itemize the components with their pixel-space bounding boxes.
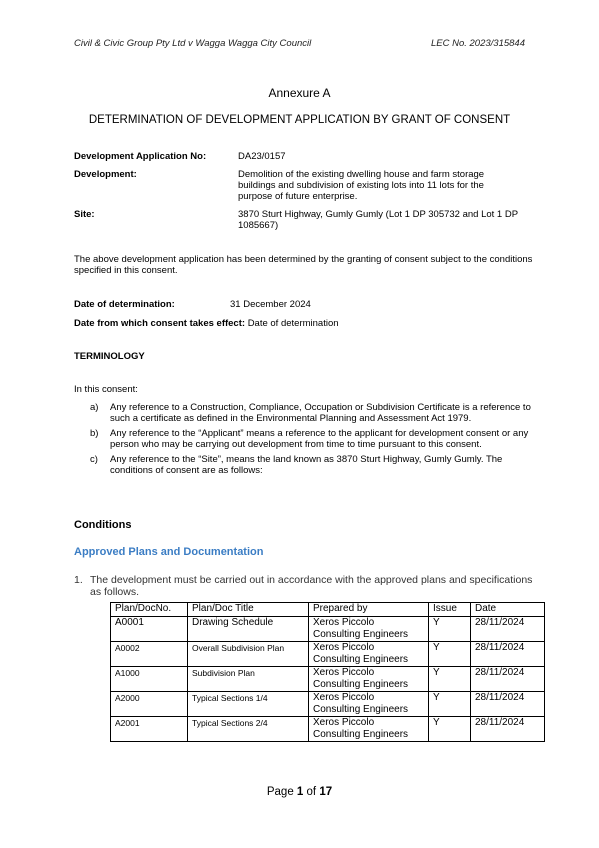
condition-number: 1. bbox=[74, 574, 83, 586]
table-row bbox=[111, 617, 545, 642]
column-header: Plan/Doc Title bbox=[188, 603, 309, 617]
plan-doc-no: A1000 bbox=[111, 667, 188, 692]
condition-1 bbox=[74, 574, 534, 598]
column-header: Issue bbox=[429, 603, 471, 617]
terminology-intro: In this consent: bbox=[74, 384, 138, 395]
prepared-by: Xeros Piccolo Consulting Engineers bbox=[309, 692, 429, 717]
section-heading: Approved Plans and Documentation bbox=[74, 546, 264, 558]
item-text: Any reference to a Construction, Compliance, Occupation or Subdivision Certificate is a reference to such a certificate as defined in the Environmental Planning and Assessment Act 1979. bbox=[110, 402, 531, 424]
issue: Y bbox=[429, 717, 471, 742]
site-label: Site: bbox=[74, 209, 95, 220]
date: 28/11/2024 bbox=[471, 642, 545, 667]
item-marker: a) bbox=[90, 402, 99, 413]
table-row bbox=[111, 642, 545, 667]
prepared-by: Xeros Piccolo Consulting Engineers bbox=[309, 667, 429, 692]
date: 28/11/2024 bbox=[471, 692, 545, 717]
development-label: Development: bbox=[74, 169, 137, 180]
terminology-item bbox=[74, 428, 534, 450]
terminology-heading: TERMINOLOGY bbox=[74, 351, 145, 362]
plan-doc-title: Subdivision Plan bbox=[188, 667, 309, 692]
column-header: Date bbox=[471, 603, 545, 617]
item-marker: c) bbox=[90, 454, 98, 465]
consent-effect-value: Date of determination bbox=[247, 318, 339, 329]
prepared-by: Xeros Piccolo Consulting Engineers bbox=[309, 642, 429, 667]
item-text: Any reference to the “Applicant” means a reference to the applicant for development consent or any person who may be carrying out development from time to time pursuant to this consent. bbox=[110, 428, 529, 450]
determination-date-value: 31 December 2024 bbox=[230, 299, 311, 310]
page-total: 17 bbox=[319, 786, 333, 798]
item-marker: b) bbox=[90, 428, 99, 439]
header-case-name: Civil & Civic Group Pty Ltd v Wagga Wagga City Council bbox=[74, 38, 312, 49]
header-case-number: LEC No. 2023/315844 bbox=[430, 38, 525, 49]
determination-paragraph: The above development application has been determined by the granting of consent subject to the conditions specified in this consent. bbox=[74, 254, 533, 276]
plan-doc-no: A2001 bbox=[111, 717, 188, 742]
page-number: 1 bbox=[296, 786, 304, 798]
plan-doc-title: Typical Sections 1/4 bbox=[188, 692, 309, 717]
table-row bbox=[111, 717, 545, 742]
plan-doc-no: A2000 bbox=[111, 692, 188, 717]
condition-text: The development must be carried out in accordance with the approved plans and specifications as follows. bbox=[90, 574, 533, 598]
annexure-heading: Annexure A bbox=[268, 86, 331, 100]
page-word: Page bbox=[266, 786, 294, 798]
page-footer bbox=[0, 786, 599, 798]
consent-effect-line bbox=[74, 318, 339, 329]
issue: Y bbox=[429, 692, 471, 717]
prepared-by: Xeros Piccolo Consulting Engineers bbox=[309, 717, 429, 742]
development-value: Demolition of the existing dwelling house and farm storage buildings and subdivision of existing lots into 11 lots for the purpose of future enterprise. bbox=[238, 169, 485, 202]
date: 28/11/2024 bbox=[471, 617, 545, 642]
column-header: Plan/DocNo. bbox=[111, 603, 188, 617]
terminology-item bbox=[74, 402, 534, 424]
item-text: Any reference to the “Site”, means the land known as 3870 Sturt Highway, Gumly Gumly. The conditions of consent are as follows: bbox=[110, 454, 503, 476]
issue: Y bbox=[429, 642, 471, 667]
plan-doc-no: A0002 bbox=[111, 642, 188, 667]
column-header: Prepared by bbox=[309, 603, 429, 617]
site-value: 3870 Sturt Highway, Gumly Gumly (Lot 1 DP 305732 and Lot 1 DP 1085667) bbox=[238, 209, 518, 231]
document-title: DETERMINATION OF DEVELOPMENT APPLICATION BY GRANT OF CONSENT bbox=[88, 114, 511, 126]
plan-doc-no: A0001 bbox=[111, 617, 188, 642]
table-header-row bbox=[111, 603, 545, 617]
date: 28/11/2024 bbox=[471, 667, 545, 692]
consent-effect-label: Date from which consent takes effect: bbox=[74, 318, 246, 329]
table-row bbox=[111, 692, 545, 717]
table-row bbox=[111, 667, 545, 692]
determination-date-label: Date of determination: bbox=[74, 299, 175, 310]
da-number-label: Development Application No: bbox=[74, 151, 207, 162]
plan-doc-title: Overall Subdivision Plan bbox=[188, 642, 309, 667]
plan-doc-title: Typical Sections 2/4 bbox=[188, 717, 309, 742]
approved-plans-table bbox=[110, 602, 545, 742]
issue: Y bbox=[429, 667, 471, 692]
terminology-item bbox=[74, 454, 534, 476]
da-number-value: DA23/0157 bbox=[238, 151, 286, 162]
conditions-heading: Conditions bbox=[74, 519, 132, 531]
of-word: of bbox=[306, 786, 317, 798]
plan-doc-title: Drawing Schedule bbox=[188, 617, 309, 642]
terminology-list bbox=[74, 402, 534, 480]
issue: Y bbox=[429, 617, 471, 642]
prepared-by: Xeros Piccolo Consulting Engineers bbox=[309, 617, 429, 642]
date: 28/11/2024 bbox=[471, 717, 545, 742]
